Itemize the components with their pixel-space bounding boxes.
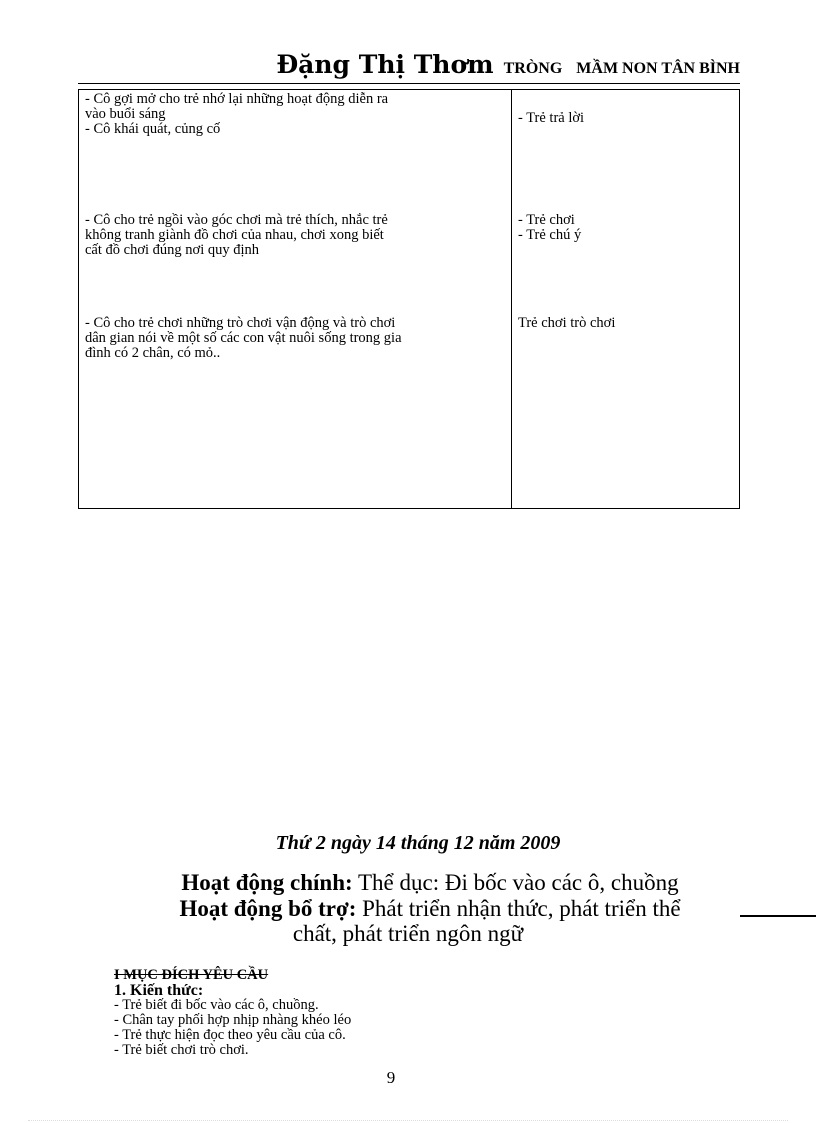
support-activity-text: Phát triển nhận thức, phát triển thể (356, 896, 681, 921)
support-activity-label: Hoạt động bổ trợ: (179, 896, 357, 921)
children-activity-cell (512, 90, 740, 509)
support-activity (0, 897, 816, 921)
children-activity-text: - Trẻ chơi - Trẻ chú ý (518, 212, 582, 243)
main-activity-label: Hoạt động chính: (181, 870, 353, 895)
blank-line (740, 915, 816, 917)
author-name: Đặng Thị Thơm (276, 50, 494, 79)
teacher-activity-text: - Cô gợi mở cho trẻ nhớ lại những hoạt động diễn ra vào buổi sáng - Cô khái quát, củng cố (85, 91, 389, 137)
table-row (79, 90, 740, 509)
teacher-activity-cell (79, 90, 512, 509)
section-title: I MỤC ĐÍCH YÊU CẦU (114, 967, 269, 983)
header-rule (78, 83, 740, 84)
main-activity (0, 871, 816, 895)
activity-table (78, 89, 740, 509)
page-header (0, 50, 740, 79)
page-number: 9 (386, 1068, 396, 1087)
support-activity-continued: chất, phát triển ngôn ngữ (292, 921, 524, 946)
lesson-date: Thứ 2 ngày 14 tháng 12 năm 2009 (275, 832, 561, 854)
children-activity-text: - Trẻ trả lời (518, 110, 585, 126)
main-activity-text: Thể dục: Đi bốc vào các ô, chuồng (352, 870, 679, 895)
list-item: - Chân tay phối hợp nhịp nhàng khéo léo (114, 1012, 352, 1028)
footer-divider (28, 1120, 788, 1121)
list-item: - Trẻ biết chơi trò chơi. (114, 1042, 249, 1058)
school-name-part2: MẦM NON TÂN BÌNH (576, 60, 740, 77)
knowledge-title: 1. Kiến thức: (114, 982, 204, 999)
teacher-activity-text: - Cô cho trẻ chơi những trò chơi vận động và trò chơi dân gian nói về một số các con vật nuôi sống trong gia đình có 2 chân, có mỏ.. (85, 315, 402, 361)
objectives-section (114, 968, 351, 1058)
list-item: - Trẻ thực hiện đọc theo yêu cầu của cô. (114, 1027, 346, 1043)
children-activity-text: Trẻ chơi trò chơi (518, 315, 616, 331)
list-item: - Trẻ biết đi bốc vào các ô, chuồng. (114, 997, 319, 1013)
teacher-activity-text: - Cô cho trẻ ngồi vào góc chơi mà trẻ thích, nhắc trẻ không tranh giành đồ chơi của nhau, chơi xong biết cất đồ chơi đúng nơi quy định (85, 212, 388, 258)
school-name-part1: TRÒNG (503, 60, 563, 77)
